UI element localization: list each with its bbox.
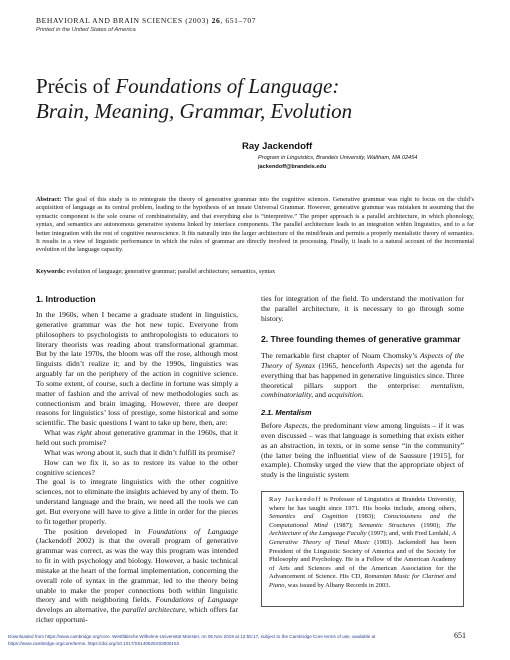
text-run-italic: the [121, 319, 131, 329]
text-run: develops an alternative, the [36, 605, 123, 615]
text-run-italic: Consciousness and the Computational Mind [269, 513, 456, 529]
text-run: hot new topic. Everyone from philosophers to psychologists to anthropologists to educators to literary theorists was reading about transformational grammar. But by the late 1970s, the bloom was off the rose, although most linguists didn’t realize it; and by the 1990s, linguistics was arguably far on the periphery of the action in cognitive science. To some extent, of course, such a decline in fortune was simply a matter of fashion and the arrival of new methodologies such as connectionism and brain imaging. However, there are deeper reasons for linguistics’ loss of prestige, some historical and some scientific. The basic questions I want to take up here, then, are: [36, 319, 238, 428]
abstract [36, 196, 474, 255]
continuation-paragraph: ties for integration of the field. To understand the motivation for the parallel architecture, it is necessary to go through some history. [261, 294, 464, 323]
intro-paragraph-3 [36, 527, 238, 625]
text-run-italic: mentalism, combinatoriality, [261, 380, 464, 400]
text-run: (1990); [415, 521, 447, 529]
text-run: (1965, henceforth [315, 360, 378, 370]
text-run: (1983); [347, 513, 384, 521]
text-run: . [361, 390, 364, 400]
text-run: The remarkable first chapter of Noam Chomsky’s [261, 351, 421, 360]
left-column [36, 310, 238, 625]
text-run: (1987); [327, 521, 359, 529]
abstract-label: Abstract: [36, 196, 62, 203]
keywords [36, 268, 474, 276]
text-run: , the predominant view among linguists – if it was even discussed – was that language is something that exists either as an abstraction, in texts, or in some sense “in the community” (the latter being the influential view of de Saussure [1915], for example). Chomsky urged the view that the appropriate object of study is the linguistic system [261, 421, 464, 480]
text-run: In the 1960s, when I became a graduate student in linguistics, generative grammar was [36, 310, 238, 329]
page-number: 651 [454, 631, 466, 640]
text-run: is Professor of Linguistics at Brandeis University, where he has taught since 1971. His books include, among others, [269, 496, 456, 512]
mentalism-paragraph [261, 421, 464, 480]
text-run-italic: Romanian Music for Clarinet and Piano [269, 573, 456, 589]
text-run-italic: acquisition [327, 390, 362, 400]
subsection-heading-mentalism: 2.1. Mentalism [261, 408, 312, 417]
text-run: , was issued by Albany Records in 2003. [284, 581, 391, 589]
section2-paragraph [261, 351, 464, 400]
text-run-italic: Foundations of Language [155, 595, 238, 605]
text-run: and [313, 390, 328, 400]
section-heading-introduction: 1. Introduction [36, 294, 96, 304]
author-name: Ray Jackendoff [242, 141, 313, 152]
text-run: ) set the agenda for everything that has happened in generative linguistics since. Three theoretical pillars support the enterprise: [261, 360, 464, 390]
text-run-italic: Semantic Structures [358, 521, 416, 529]
section-heading-founding-themes: 2. Three founding themes of generative grammar [261, 334, 461, 344]
journal-volume: 26 [211, 16, 221, 25]
author-bio-text [269, 496, 456, 591]
text-run: The position developed in [44, 526, 149, 536]
keywords-label: Keywords: [36, 268, 66, 275]
keywords-text: evolution of language; generative grammar; parallel architecture; semantics, syntax [65, 268, 276, 275]
text-run: (1983). Jackendoff has been President of the Linguistic Society of America and of the Society for Philosophy and Psychology. He is a Fellow of the American Academy of Arts and Sciences and of the American Association for the Advancement of Science. His CD, [269, 538, 456, 581]
paper-title [36, 74, 476, 124]
text-run: What was [44, 447, 77, 457]
text-run: Before [261, 421, 285, 430]
text-run-italic: Semantics and Cognition [269, 513, 348, 521]
right-column-section2 [261, 351, 464, 400]
title-line2: Brain, Meaning, Grammar, Evolution [36, 99, 353, 123]
bio-name: Ray Jackendoff [269, 496, 322, 503]
abstract-text: The goal of this study is to reintegrate the theory of generative grammar into the cognitive sciences. Generative grammar was right to focus on the child’s acquisition of language as its central problem, leading to the hypothesis of an innate Universal Grammar. However, generative grammar was mistaken in assuming that the syntactic component is the sole course of combinatoriality, and that everything else is “interpretive.” The proper approach is a parallel architecture, in which phonology, syntax, and semantics are autonomous generative systems linked by interface components. The parallel architecture leads to an integration within linguistics, and to a far better integration with the rest of cognitive neuroscience. It fits naturally into the larger architecture of the mind/brain and permits a properly mentalistic theory of semantics. It results in a view of linguistic performance in which the rules of grammar are directly involved in processing. Finally, it leads to a natural account of the incremental evolution of the language capacity. [36, 196, 474, 254]
question-3: How can we fix it, so as to restore its value to the other cognitive sciences? [36, 457, 238, 477]
right-column-mentalism [261, 421, 464, 480]
text-run-italic: Aspects [377, 360, 401, 370]
printed-note: Printed in the United States of America [36, 27, 136, 33]
question-2 [36, 448, 238, 458]
text-run-italic: Foundations of Language [148, 526, 238, 536]
text-run: , which offers far richer opportuni- [36, 605, 238, 625]
journal-pages: , 651–707 [220, 16, 257, 25]
text-run-italic: Aspects [284, 421, 308, 430]
text-run-italic: A Generative Theory of Tonal Music [269, 530, 457, 546]
question-1 [36, 428, 238, 448]
text-run: about it, such that it didn’t fulfill its promise? [95, 447, 236, 457]
text-run: What was [44, 428, 78, 438]
title-line1: Foundations of Language: [115, 74, 340, 98]
intro-paragraph-2: The goal is to integrate linguistics with the other cognitive sciences, not to eliminate the insights achieved by any of them. To understand language and the brain, we need all the tools we can get. But everyone will have to give a little in order for the pieces to fit together properly. [36, 477, 238, 526]
text-run: (1997); and, with Fred Lerdahl, [366, 530, 453, 538]
text-run: (Jackendoff 2002) is that the overall program of generative grammar was correct, as was the way this program was intended to fit in with psychology and biology. However, a basic technical mistake at the heart of the formal implementation, concerning the overall role of syntax in the grammar, led to the theory being unable to make the proper connections both within linguistic theory and with neighboring fields. [36, 536, 238, 605]
text-run: about generative grammar in the 1960s, that it held out such promise? [36, 428, 238, 447]
journal-name: BEHAVIORAL AND BRAIN SCIENCES (2003) [36, 16, 212, 25]
text-run-italic: parallel architecture [122, 605, 185, 615]
text-run-italic: The Architecture of the Language Faculty [269, 521, 456, 538]
text-run-italic: Aspects of the Theory of Syntax [261, 351, 464, 370]
author-email[interactable]: jackendoff@brandeis.edu [258, 164, 327, 170]
journal-header [36, 16, 256, 25]
right-column-continuation [261, 294, 464, 324]
intro-paragraph-1 [36, 310, 238, 428]
author-affiliation: Program in Linguistics, Brandeis University, Waltham, MA 02454 [258, 155, 418, 161]
terms-link[interactable]: https://www.cambridge.org/core/terms. https://doi.org/10.1017/S0140525X03000153 [8, 641, 180, 646]
text-run-italic: right [77, 428, 92, 438]
text-run-italic: wrong [76, 447, 96, 457]
title-prefix: Précis of [36, 74, 116, 98]
download-notice[interactable]: Downloaded from https://www.cambridge.org/core. Westfälische Wilhelms-Universität Münster, on 05 Nov 2019 at 12:55:17, subject to the Cambridge Core terms of use, available at [8, 634, 376, 639]
